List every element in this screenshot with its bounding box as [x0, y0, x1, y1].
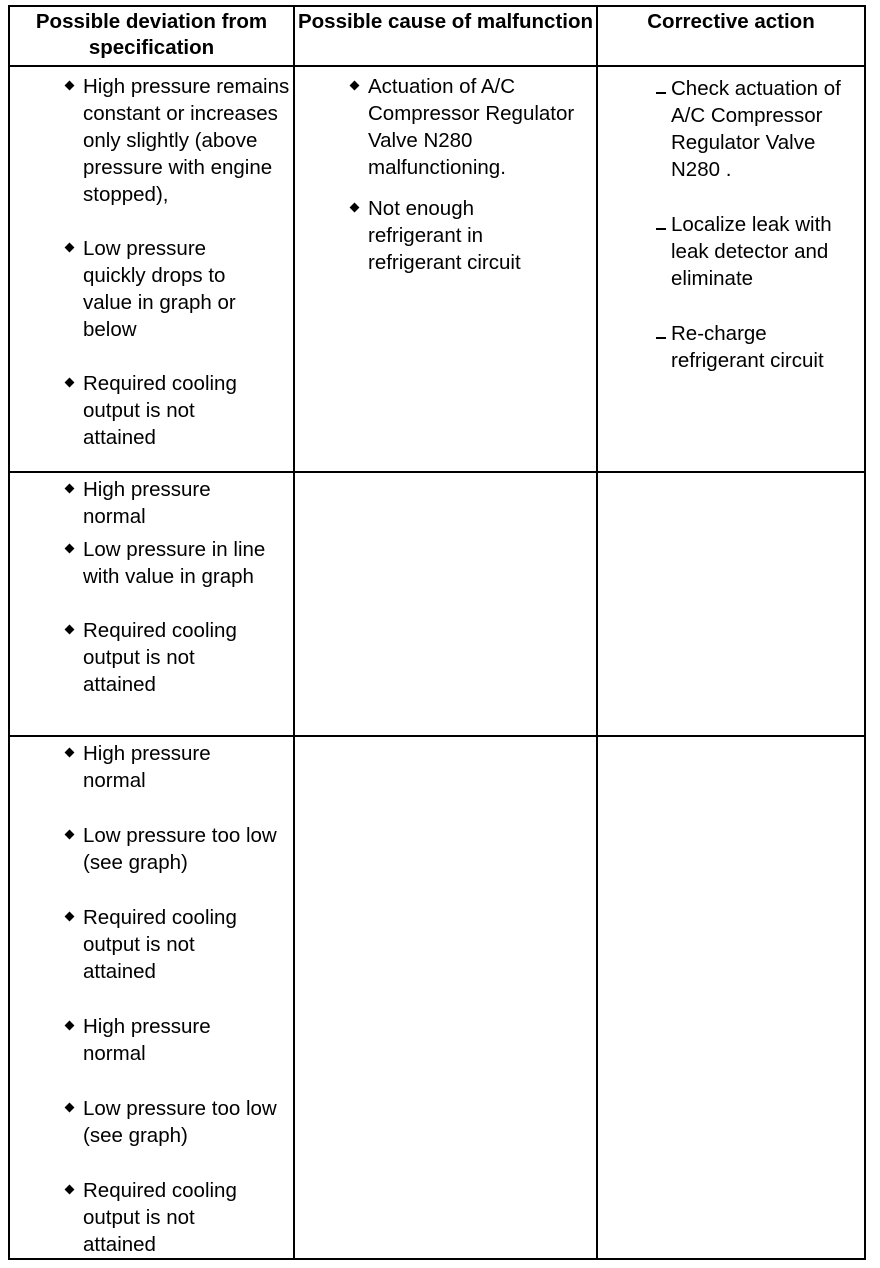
- action-text: Re-charge refrigerant circuit: [671, 322, 824, 372]
- table-row: [9, 66, 865, 472]
- deviation-text: High pressure remains constant or increases only slightly (above pressure with engine stopped),: [83, 75, 290, 206]
- diamond-bullet-icon: [66, 1017, 73, 1031]
- deviation-text: Required cooling output is not attained: [83, 372, 237, 449]
- cause-cell: [294, 736, 597, 1259]
- action-cell: [597, 736, 865, 1259]
- list-item: [10, 1013, 273, 1067]
- malfunction-table: [8, 5, 866, 1260]
- dash-bullet-icon: [656, 327, 666, 341]
- list-item: [10, 904, 273, 985]
- diamond-bullet-icon: [66, 540, 73, 554]
- diamond-bullet-icon: [66, 826, 73, 840]
- cause-cell: [294, 66, 597, 472]
- deviation-text: Low pressure in line with value in graph: [83, 538, 266, 588]
- list-item: [10, 1095, 278, 1149]
- deviation-cell: [9, 736, 294, 1259]
- action-cell: [597, 472, 865, 736]
- list-item: [10, 476, 273, 530]
- list-item: [10, 235, 273, 343]
- dash-bullet-icon: [656, 218, 666, 232]
- cause-text: Not enough refrigerant in refrigerant circuit: [368, 197, 521, 274]
- list-item: [10, 536, 273, 590]
- diamond-bullet-icon: [66, 480, 73, 494]
- header-row: [9, 6, 865, 66]
- diamond-bullet-icon: [66, 621, 73, 635]
- deviation-text: Low pressure too low (see graph): [83, 1097, 277, 1147]
- list-item: [598, 320, 861, 374]
- list-item: [295, 73, 596, 181]
- list-item: [10, 822, 278, 876]
- deviation-text: Low pressure quickly drops to value in graph or below: [83, 237, 236, 341]
- diamond-bullet-icon: [66, 1181, 73, 1195]
- cause-text: Actuation of A/C Compressor Regulator Valve N280 malfunctioning.: [368, 75, 575, 179]
- dash-bullet-icon: [656, 82, 666, 96]
- action-cell: [597, 66, 865, 472]
- list-item: [10, 1177, 273, 1258]
- diamond-bullet-icon: [351, 199, 358, 213]
- deviation-cell: [9, 472, 294, 736]
- deviation-text: Required cooling output is not attained: [83, 906, 237, 983]
- header-cause: Possible cause of malfunction: [294, 6, 597, 66]
- list-item: [10, 73, 293, 208]
- header-deviation: Possible deviation from specification: [9, 6, 294, 66]
- list-item: [598, 211, 866, 292]
- list-item: [598, 75, 861, 183]
- cause-cell: [294, 472, 597, 736]
- list-item: [10, 740, 273, 794]
- table-row: [9, 736, 865, 1259]
- action-text: Localize leak with leak detector and eliminate: [671, 213, 832, 290]
- list-item: [10, 617, 273, 698]
- list-item: [295, 195, 568, 276]
- deviation-cell: [9, 66, 294, 472]
- header-action: Corrective action: [597, 6, 865, 66]
- diamond-bullet-icon: [66, 744, 73, 758]
- deviation-text: Low pressure too low (see graph): [83, 824, 277, 874]
- list-item: [10, 370, 273, 451]
- diamond-bullet-icon: [66, 374, 73, 388]
- diamond-bullet-icon: [66, 908, 73, 922]
- diamond-bullet-icon: [66, 77, 73, 91]
- deviation-text: Required cooling output is not attained: [83, 619, 237, 696]
- deviation-text: Required cooling output is not attained: [83, 1179, 237, 1256]
- diamond-bullet-icon: [351, 77, 358, 91]
- deviation-text: High pressure normal: [83, 742, 211, 792]
- diamond-bullet-icon: [66, 239, 73, 253]
- action-text: Check actuation of A/C Compressor Regulator Valve N280 .: [671, 77, 841, 181]
- deviation-text: High pressure normal: [83, 478, 211, 528]
- deviation-text: High pressure normal: [83, 1015, 211, 1065]
- table-row: [9, 472, 865, 736]
- diamond-bullet-icon: [66, 1099, 73, 1113]
